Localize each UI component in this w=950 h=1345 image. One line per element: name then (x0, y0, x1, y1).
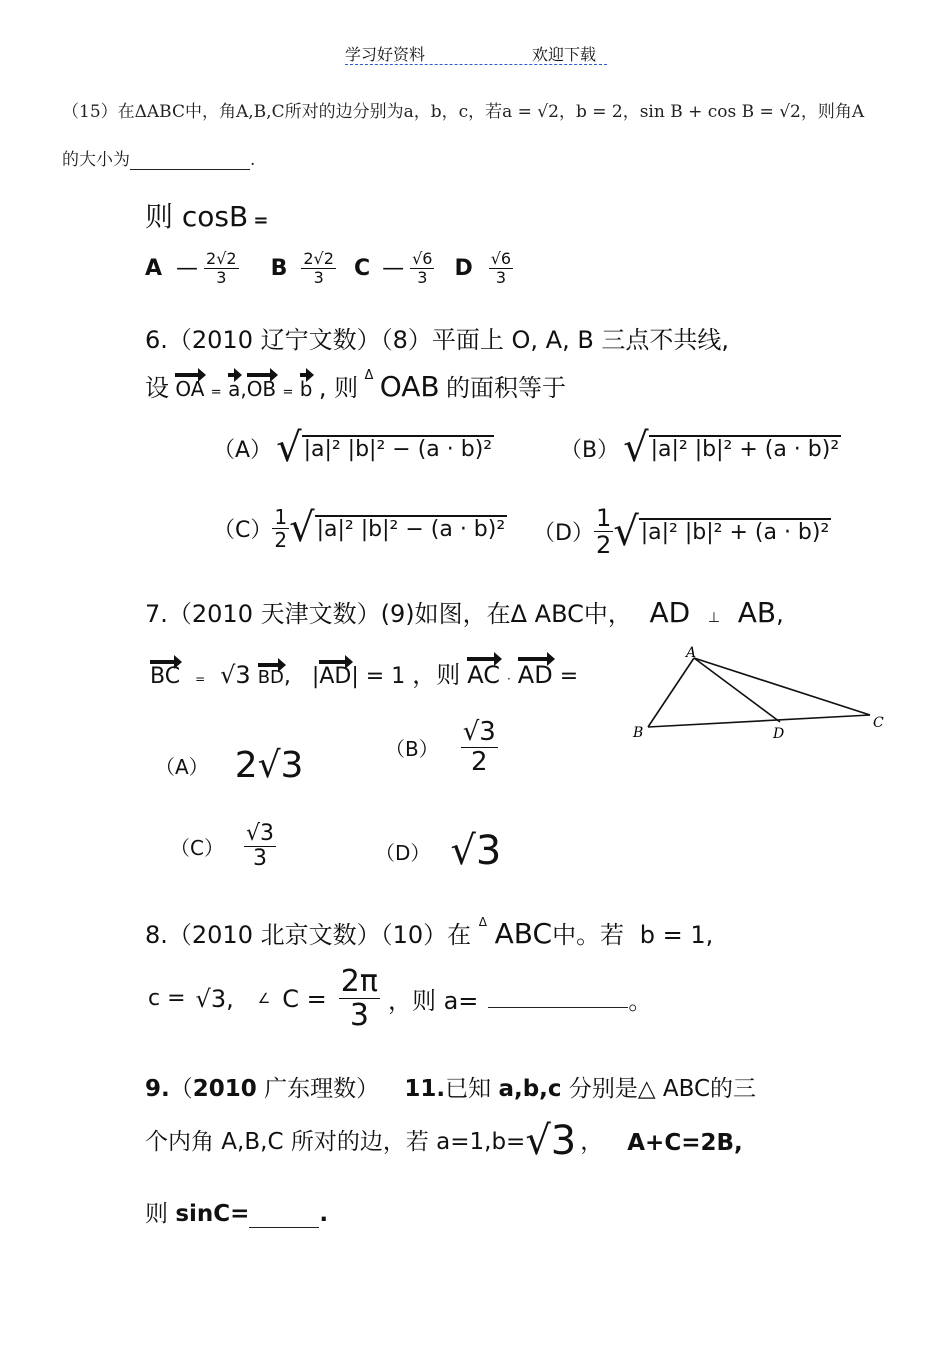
q8-angle-c: C = (282, 984, 327, 1013)
cosb-label: 则 cosB (145, 200, 249, 233)
q7-option-a (155, 745, 303, 786)
q8-frac-den: 3 (349, 998, 369, 1033)
choice-d-label: D (454, 255, 473, 281)
q7-ze: ，则 (412, 661, 461, 689)
q6-half-d (594, 505, 613, 559)
q7-line1 (145, 594, 784, 629)
q8-comma: , (226, 984, 234, 1013)
choice-b-label: B (270, 255, 288, 281)
choice-b-den: 3 (313, 267, 324, 287)
cos-choices (145, 250, 513, 286)
q6-expr-c: |a|² |b|² − (a · b)² (316, 516, 506, 542)
q6-line2 (145, 368, 566, 403)
q7-text: 7.（2010 天津文数）(9)如图，在Δ ABC中， (145, 600, 632, 628)
q9-year: 2010 (192, 1076, 257, 1102)
q7-ad: AD (649, 596, 691, 629)
vector-bc: BC (150, 664, 181, 689)
choice-c-den: 3 (417, 267, 428, 287)
q8-tail: ，则 a= (387, 987, 479, 1015)
choice-a-num: 2√2 (206, 249, 237, 268)
header-divider (345, 64, 607, 65)
sqrt-icon: √ (613, 508, 639, 555)
q6-set: 设 (145, 374, 169, 402)
q6-expr-a: |a|² |b|² − (a · b)² (303, 436, 493, 462)
q6-opt-d-label: （D） (533, 521, 594, 547)
q15-suffix: . (250, 150, 256, 170)
q9-condition: A+C=2B, (627, 1130, 743, 1156)
q6-option-c (213, 505, 507, 551)
q9-end: . (319, 1201, 329, 1227)
choice-c-value (410, 250, 434, 286)
q8-line1 (145, 915, 713, 950)
triangle-figure (628, 645, 893, 745)
q7-eq: = (195, 672, 206, 686)
vector-bd: BD (257, 667, 284, 688)
cosb-eq: = (253, 210, 269, 231)
cosb-line (145, 195, 268, 235)
choice-a-sign: — (176, 255, 199, 281)
q7-eq3: = (559, 664, 579, 689)
q8-abc: ABC (494, 917, 553, 950)
fig-label-b: B (633, 725, 644, 741)
vector-oa: OA (175, 377, 205, 401)
q7-perp: ⊥ (707, 610, 721, 626)
q8-blank (488, 989, 628, 1008)
q7-comma: , (776, 600, 784, 628)
q9-blank (249, 1209, 319, 1228)
choice-d-num: √6 (490, 249, 512, 268)
q8-end: 。 (628, 987, 653, 1015)
abs-bar-icon: | (311, 664, 320, 689)
q9-sub: 11. (404, 1076, 446, 1102)
q6-opt-b-label: （B） (560, 437, 620, 463)
q9-num: 9. (145, 1076, 170, 1102)
q6-opt-a-label: （A） (213, 437, 273, 463)
choice-a-value (204, 250, 239, 286)
q7-comma2: , (283, 664, 291, 689)
vector-ac: AC (467, 661, 500, 689)
q6-option-b (560, 425, 841, 471)
q9-line2-text: 个内角 A,B,C 所对的边，若 a=1,b= (145, 1129, 526, 1155)
sqrt-icon: √ (623, 425, 649, 471)
abs-bar-icon: | (351, 664, 359, 689)
half-den: 2 (274, 527, 288, 552)
q9-abc: a,b,c (498, 1076, 562, 1102)
q6-opt-c-label: （C） (213, 517, 273, 543)
choice-a-den: 3 (216, 267, 227, 287)
choice-d-den: 3 (495, 267, 507, 287)
q6-option-d (533, 505, 831, 559)
angle-icon: ∠ (257, 990, 271, 1007)
q9-line2 (145, 1118, 743, 1164)
q7-option-d (375, 828, 501, 874)
sqrt-icon: √ (289, 505, 315, 551)
half-den: 2 (595, 531, 612, 560)
q7-dot: · (506, 672, 511, 686)
q9-sqrt3: √3 (525, 1118, 577, 1164)
q8-frac-num: 2π (340, 964, 378, 999)
q9-rest: 分别是△ ABC的三 (561, 1076, 757, 1102)
half-num: 1 (595, 504, 612, 532)
q7-opt-d-label: （D） (375, 840, 431, 865)
q6-oab: OAB (379, 370, 440, 403)
choice-d-value (489, 250, 513, 286)
q6-tri: Δ (364, 368, 374, 383)
q7-opt-b-label: （B） (385, 736, 439, 761)
q6-line1: 6.（2010 辽宁文数）（8）平面上 O, A, B 三点不共线, (145, 326, 730, 354)
header-left: 学习好资料 (345, 45, 426, 64)
q9-known: 已知 (445, 1076, 499, 1102)
vector-ob: OB (246, 377, 277, 401)
q9-line3 (145, 1195, 328, 1228)
q8-mid: 中。若 (552, 921, 625, 949)
q7-opt-c-label: （C） (170, 836, 224, 861)
choice-a-label: A (145, 255, 163, 281)
q6-tail2: 的面积等于 (446, 374, 567, 402)
q7-option-c (170, 822, 276, 871)
fig-label-d: D (773, 726, 785, 742)
q7-sqrt3: √3 (220, 661, 251, 689)
q15-prefix: 的大小为 (62, 150, 130, 170)
q7-eq2: = 1 (365, 664, 406, 689)
q15-line2 (62, 145, 255, 170)
q7-ans-c (244, 822, 276, 871)
q6-tail: , 则 (318, 374, 359, 402)
q9-src: 广东理数） (256, 1076, 380, 1102)
q8-tri: Δ (478, 915, 488, 929)
q9-comma: ， (580, 1129, 604, 1155)
fig-label-c: C (873, 715, 884, 731)
q7-ans-b-den: 2 (471, 746, 488, 777)
q7-ans-d: √3 (450, 828, 502, 874)
q7-ans-b (461, 718, 498, 776)
q15-blank (130, 151, 250, 170)
fig-label-a: A (686, 645, 697, 661)
q8-line2 (148, 965, 652, 1032)
vector-ad-2: AD (517, 661, 553, 689)
q8-b: b = 1, (639, 921, 714, 949)
q8-frac (339, 965, 380, 1032)
q6-expr-b: |a|² |b|² + (a · b)² (650, 436, 840, 462)
vector-b: b (299, 377, 313, 401)
q7-option-b (385, 718, 498, 776)
q8-c: c = (148, 986, 186, 1011)
q8-text: 8.（2010 北京文数）（10）在 (145, 921, 472, 949)
vector-ad: AD (319, 664, 352, 689)
header-right: 欢迎下载 (532, 45, 597, 64)
q6-half-c (272, 506, 289, 551)
q7-ans-c-num: √3 (245, 821, 274, 846)
q6-comma1: , (240, 377, 247, 401)
q6-eq2: = (282, 385, 294, 400)
choice-c-sign: — (382, 255, 405, 281)
q6-eq1: = (210, 385, 222, 400)
q8-sqrt3: √3 (195, 984, 227, 1013)
q7-line2 (150, 655, 578, 690)
q7-ab: AB (737, 596, 777, 629)
choice-c-num: √6 (412, 249, 433, 268)
q7-ans-b-num: √3 (462, 717, 496, 747)
q9-line1 (145, 1070, 756, 1103)
q9-then: 则 (145, 1201, 176, 1227)
q7-ans-a: 2√3 (234, 745, 304, 786)
q15-line1: （15）在ΔABC中，角A,B,C所对的边分别为a，b，c，若a = √2，b = 2，sin B + cos B = √2，则角A (62, 102, 865, 122)
q6-expr-d: |a|² |b|² + (a · b)² (640, 520, 830, 546)
vector-a: a (228, 377, 241, 401)
q9-paren: （ (169, 1076, 193, 1102)
half-num: 1 (274, 504, 288, 529)
q7-opt-a-label: （A） (155, 755, 209, 779)
choice-b-num: 2√2 (303, 249, 334, 268)
choice-b-value (301, 250, 336, 286)
q6-option-a (213, 425, 494, 471)
sqrt-icon: √ (276, 425, 302, 471)
choice-c-label: C (353, 255, 371, 281)
q7-ans-c-den: 3 (252, 846, 267, 872)
q9-sinc: sinC= (175, 1201, 250, 1227)
